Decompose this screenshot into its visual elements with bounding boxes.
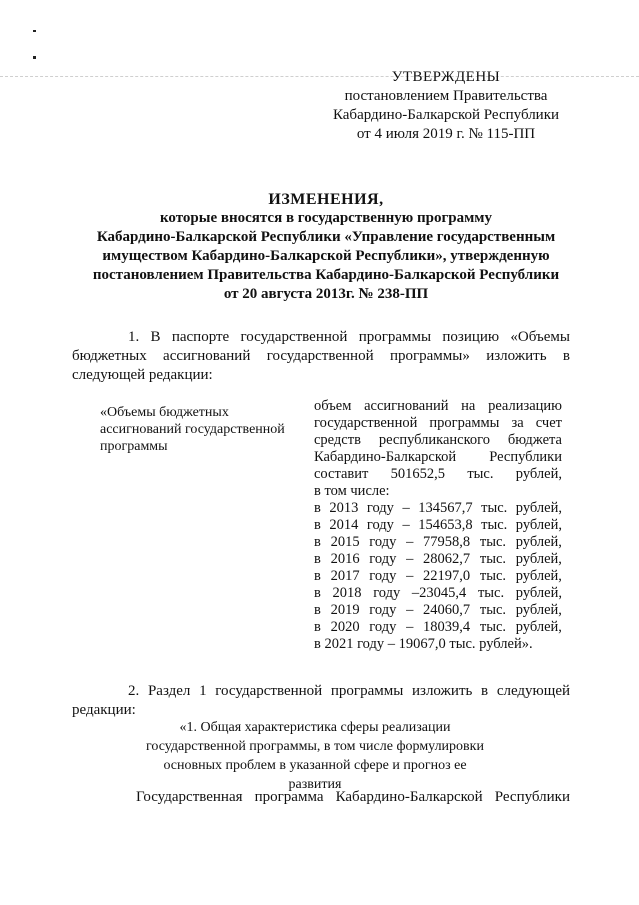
- year-line: в 2014 году – 154653,8 тыс. рублей,: [314, 517, 562, 533]
- intro-line: составит 501652,5 тыс. рублей,: [314, 466, 562, 482]
- paragraph-1: [72, 328, 570, 385]
- section-line: государственной программы, в том числе формулировки: [146, 739, 484, 754]
- section-line: основных проблем в указанной сфере и прогноз ее развития: [163, 758, 467, 792]
- year-list: [314, 500, 562, 636]
- intro-line: объем ассигнований на реализацию: [314, 398, 562, 414]
- last-year-line: в 2021 году – 19067,0 тыс. рублей».: [314, 636, 533, 652]
- year-line: в 2018 году –23045,4 тыс. рублей,: [314, 585, 562, 601]
- year-line: в 2015 году – 77958,8 тыс. рублей,: [314, 534, 562, 550]
- document-heading: [80, 190, 572, 304]
- paragraph-2-text: 2. Раздел 1 государственной программы изложить в следующей редакции:: [72, 683, 570, 718]
- paragraph-1-text: 1. В паспорте государственной программы позицию «Объемы бюджетных ассигнований государственной программы» изложить в следующей редакции:: [72, 329, 570, 383]
- heading-line: от 20 августа 2013г. № 238-ПП: [223, 286, 429, 302]
- heading-line: постановлением Правительства Кабардино-Балкарской Республики: [92, 267, 560, 283]
- approval-block: [331, 68, 561, 144]
- year-line: в 2017 году – 22197,0 тыс. рублей,: [314, 568, 562, 584]
- approval-head: УТВЕРЖДЕНЫ: [391, 69, 501, 85]
- table-right-cell: [314, 398, 562, 653]
- scan-mark-top: [33, 30, 36, 32]
- paragraph-2: [72, 682, 570, 720]
- left-cell-line: «Объемы бюджетных: [100, 405, 229, 420]
- year-line: в 2016 году – 28062,7 тыс. рублей,: [314, 551, 562, 567]
- left-cell-line: ассигнований государственной: [100, 422, 285, 437]
- in-total-label: в том числе:: [314, 483, 390, 499]
- scan-mark-bottom: [33, 56, 36, 59]
- section-line: «1. Общая характеристика сферы реализации: [179, 720, 451, 735]
- heading-title: ИЗМЕНЕНИЯ,: [268, 191, 384, 208]
- intro-text: [314, 398, 562, 483]
- heading-line: имуществом Кабардино-Балкарской Республики», утвержденную: [102, 248, 550, 264]
- heading-line: Кабардино-Балкарской Республики «Управление государственным: [96, 229, 556, 245]
- section-heading: [140, 718, 490, 794]
- intro-line: государственной программы за счет: [314, 415, 562, 431]
- approval-line: от 4 июля 2019 г. № 115-ПП: [356, 126, 536, 142]
- year-line: в 2019 году – 24060,7 тыс. рублей,: [314, 602, 562, 618]
- table-left-cell: [100, 404, 306, 455]
- intro-line: Кабардино-Балкарской Республики: [314, 449, 562, 465]
- left-cell-line: программы: [100, 439, 168, 454]
- year-line: в 2020 году – 18039,4 тыс. рублей,: [314, 619, 562, 635]
- intro-line: средств республиканского бюджета: [314, 432, 562, 448]
- heading-line: которые вносятся в государственную программу: [159, 210, 493, 226]
- approval-line: постановлением Правительства: [344, 88, 548, 104]
- approval-line: Кабардино-Балкарской Республики: [332, 107, 560, 123]
- last-line: Государственная программа Кабардино-Балкарской Республики: [136, 789, 570, 805]
- year-line: в 2013 году – 134567,7 тыс. рублей,: [314, 500, 562, 516]
